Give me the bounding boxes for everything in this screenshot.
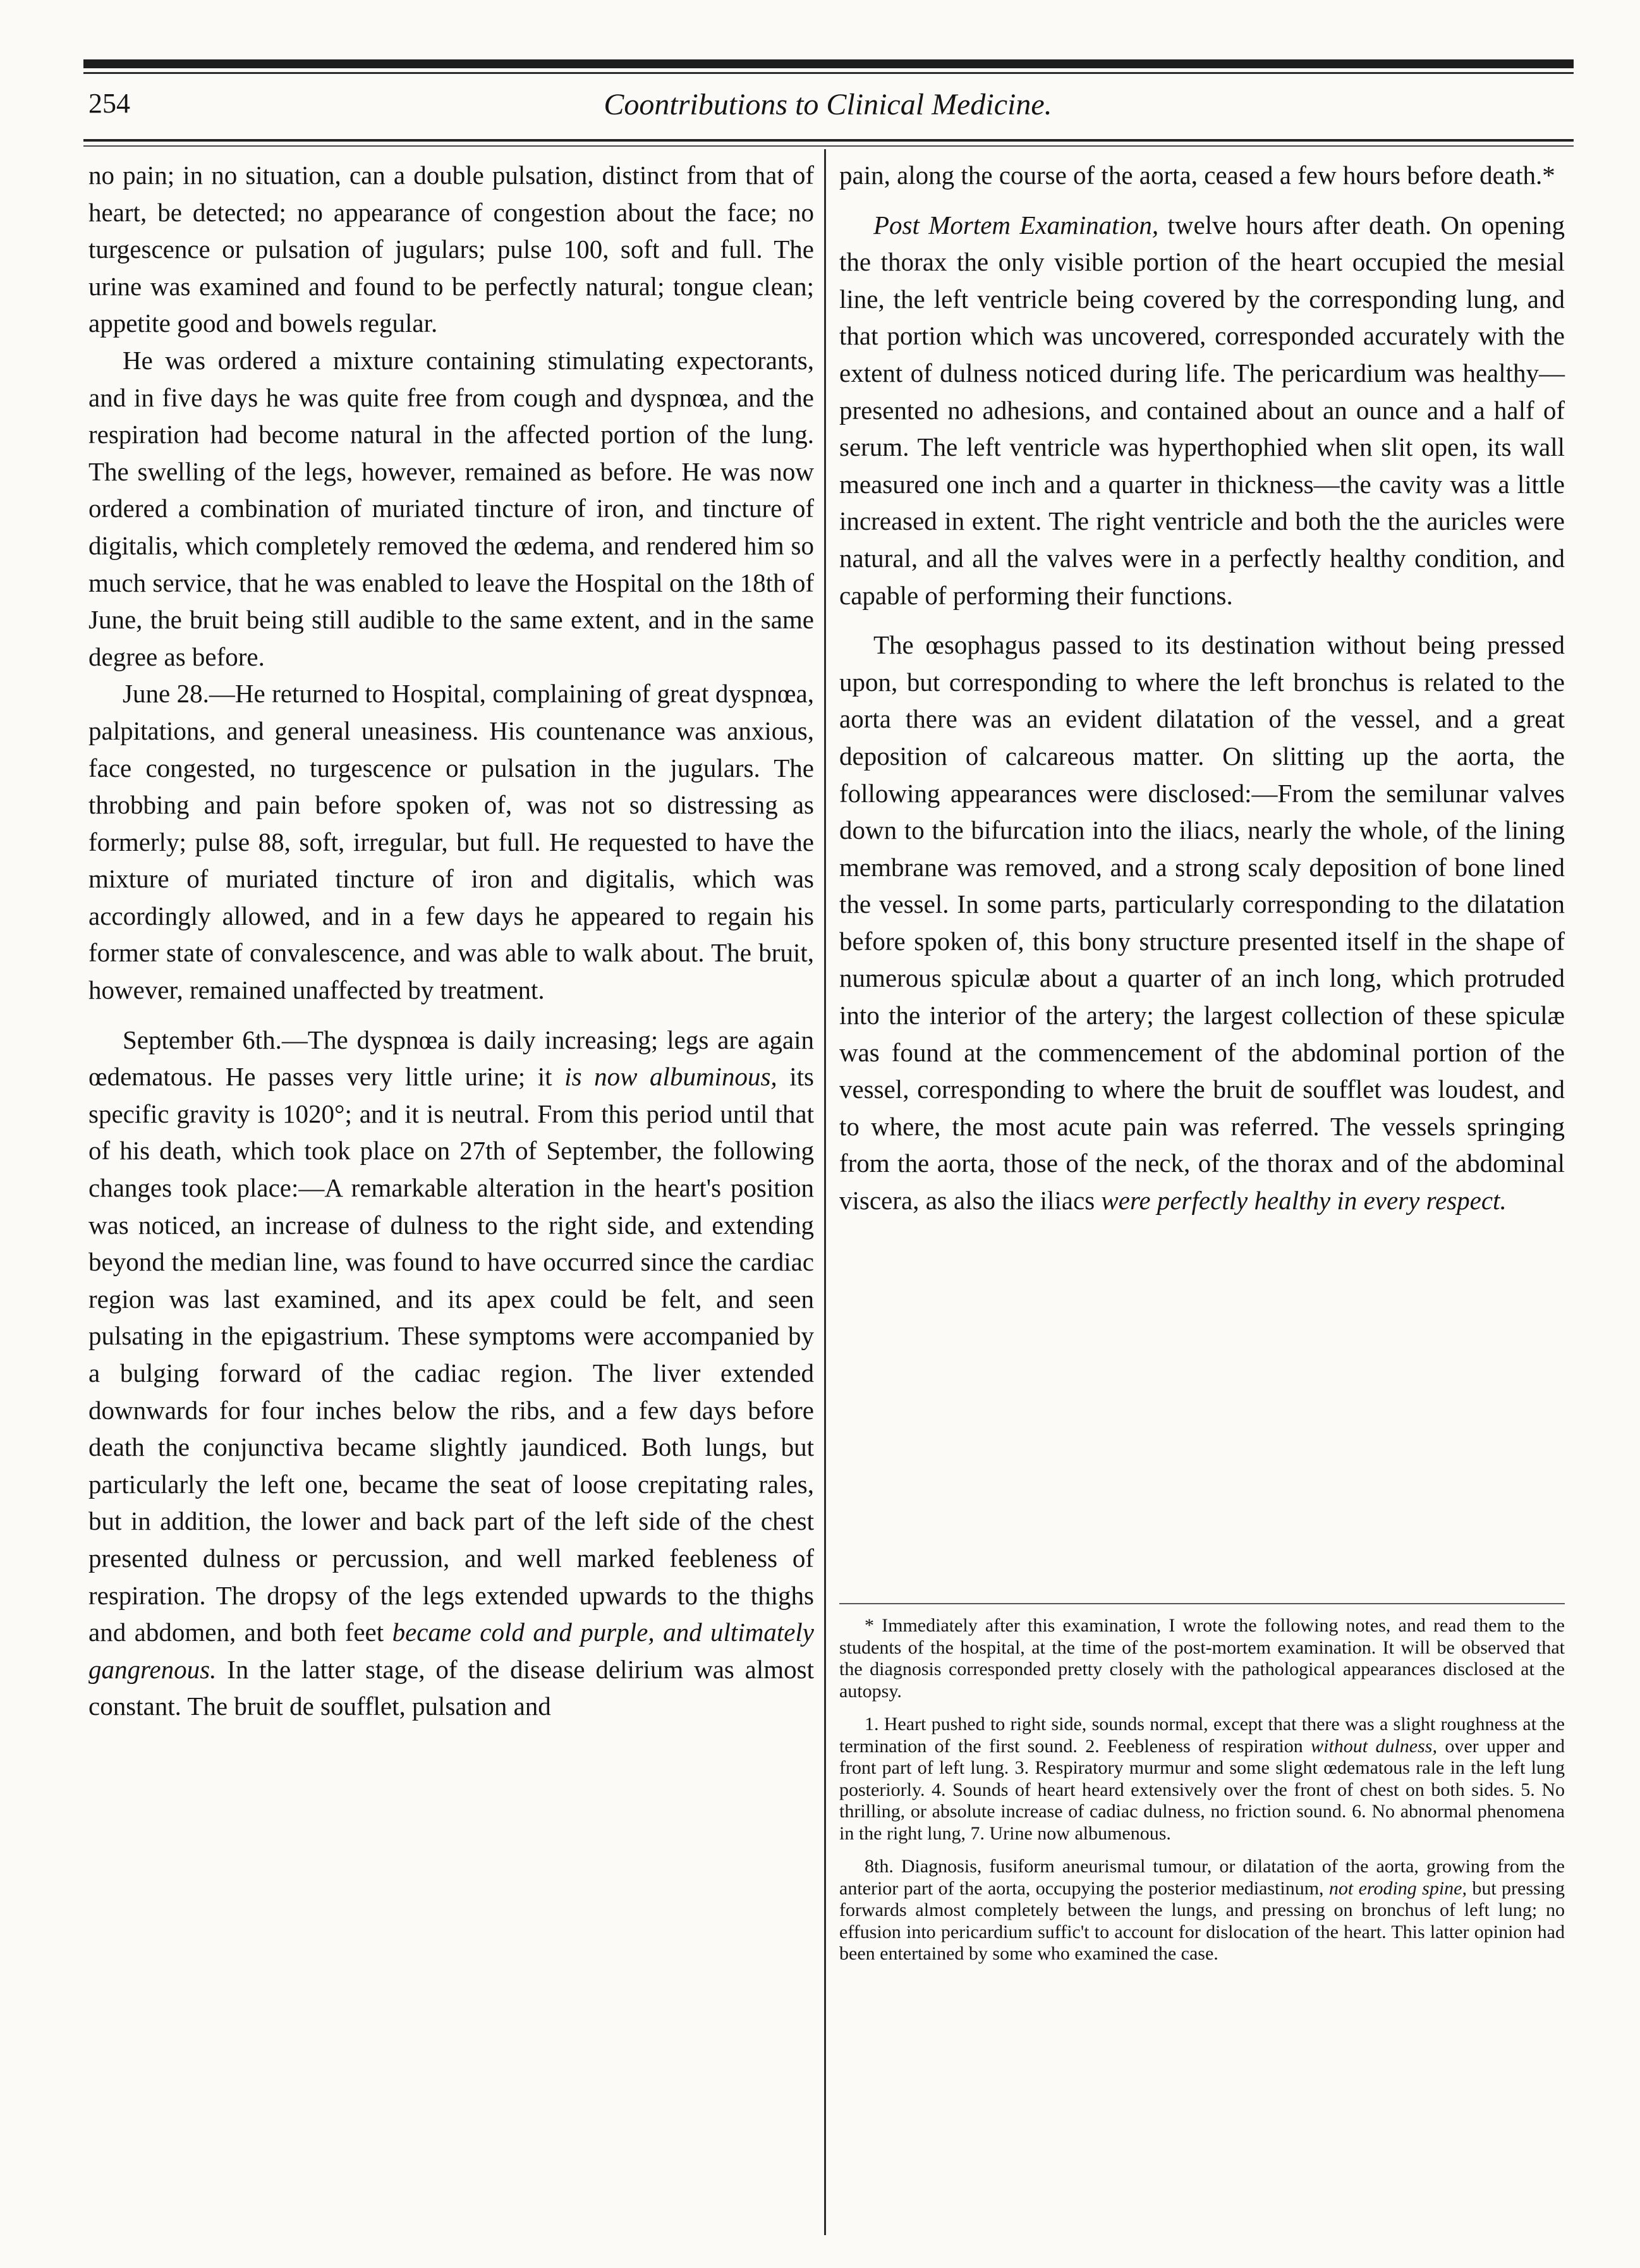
right-paragraph-2 bbox=[839, 207, 1565, 614]
left-paragraph-4 bbox=[88, 1021, 814, 1725]
fn3-emphasis: not eroding spine, bbox=[1328, 1877, 1467, 1899]
footnote-paragraph-2 bbox=[839, 1714, 1565, 1844]
left-p4-emphasis-b: became cold and purple, and ultimately gangrenous. bbox=[88, 1618, 814, 1684]
post-mortem-heading: Post Mortem Examination, bbox=[873, 210, 1159, 240]
left-paragraph-2: He was ordered a mixture containing stimulating expectorants, and in five days he was quite free from cough and dyspnœa, and the respiration had become natural in the affected portion of the lung. The swelling of the legs, however, remained as before. He was now ordered a combination of muriated tincture of iron, and tincture of digitalis, which completely removed the œdema, and rendered him so much service, that he was enabled to leave the Hospital on the 18th of June, the bruit being still audible to the same extent, and in the same degree as before. bbox=[88, 345, 814, 671]
left-paragraph-1: no pain; in no situation, can a double pulsation, distinct from that of heart, be detected; no appearance of congestion about the face; no turgescence or pulsation of jugulars; pulse 100, soft and full. The urine was examined and found to be perfectly natural; tongue clean; appetite good and bowels regular. bbox=[88, 161, 814, 338]
page-number: 254 bbox=[88, 88, 130, 119]
footnote-paragraph-1: * Immediately after this examination, I wrote the following notes, and read them to the students of the hospital, at the time of the post-mortem examination. It will be observed that the diagnosis corresponded pretty closely with the pathological appearances disclosed at the autopsy. bbox=[839, 1615, 1565, 1702]
column-divider bbox=[824, 149, 826, 2235]
fn2-text-a: 1. Heart pushed to right side, sounds normal, except that there was a slight roughness at the termination of the first sound. 2. Feebleness of respiration bbox=[839, 1714, 1565, 1757]
fn2-text-b: over upper and front part of left lung. 3. Respiratory murmur and some slight œdematous rale in the left lung posteriorly. 4. Sounds of heart heard extensively over the front of chest on both sides. 5. No thrilling, or absolute increase of cadiac dulness, no friction sound. 6. No abnormal phenomena in the right lung, 7. Urine now albumenous. bbox=[839, 1735, 1565, 1844]
left-p4-text-a: September 6th.—The dyspnœa is daily increasing; legs are again œdematous. He passes very little urine; it bbox=[88, 1025, 814, 1092]
top-border-thin-rule bbox=[83, 72, 1574, 74]
left-p4-emphasis-a: is now albuminous, bbox=[564, 1062, 777, 1092]
footnote-rule bbox=[839, 1603, 1565, 1604]
left-p4-text-b: its specific gravity is 1020°; and it is neutral. From this period until that of his death, which took place on 27th of September, the following changes took place:—A remarkable alteration in the heart's position was noticed, an increase of dulness to the right side, and extending beyond the median line, was found to have occurred since the cardiac region was last examined, and its apex could be felt, and seen pulsating in the epigastrium. These symptoms were accompanied by a bulging forward of the cadiac region. The liver extended downwards for four inches below the ribs, and a few days before death the conjunctiva became slightly jaundiced. Both lungs, but particularly the left one, became the seat of loose crepitating rales, but in addition, the lower and back part of the left side of the chest presented dulness or percussion, and well marked feebleness of respiration. The dropsy of the legs extended upwards to the thighs and abdomen, and both feet bbox=[88, 1062, 814, 1647]
running-title: Coontributions to Clinical Medicine. bbox=[604, 88, 1052, 121]
left-p4-text-c: In the latter stage, of the disease delirium was almost constant. The bruit de soufflet, pulsation and bbox=[88, 1654, 814, 1721]
right-p3-text: The œsophagus passed to its destination without being pressed upon, but corresponding to where the left bronchus is related to the aorta there was an evident dilatation of the vessel, and a great deposition of calcareous matter. On slitting up the aorta, the following appearances were disclosed:—From the semilunar valves down to the bifurcation into the iliacs, nearly the whole, of the lining membrane was removed, and a strong scaly deposition of bone lined the vessel. In some parts, particularly corresponding to the dilatation before spoken of, this bony structure presented itself in the shape of numerous spiculæ about a quarter of an inch long, which protruded into the interior of the artery; the largest collection of these spiculæ was found at the commencement of the abdominal portion of the vessel, corresponding to where the bruit de soufflet was loudest, and to where, the most acute pain was referred. The vessels springing from the aorta, those of the neck, of the thorax and of the abdominal viscera, as also the iliacs bbox=[839, 630, 1565, 1216]
footnote-paragraph-3 bbox=[839, 1856, 1565, 1965]
header-rule-thin bbox=[83, 145, 1574, 147]
fn2-emphasis: without dulness, bbox=[1311, 1735, 1437, 1757]
right-column bbox=[839, 157, 1565, 1219]
right-paragraph-1: pain, along the course of the aorta, ceased a few hours before death.* bbox=[839, 161, 1555, 190]
right-p3-emphasis: were perfectly healthy in every respect. bbox=[1101, 1186, 1507, 1216]
top-border-rule bbox=[83, 59, 1574, 68]
header-rule bbox=[83, 139, 1574, 142]
page-header bbox=[88, 87, 1567, 131]
right-paragraph-3 bbox=[839, 626, 1565, 1219]
fn3-text-a: 8th. Diagnosis, fusiform aneurismal tumour, or dilatation of the aorta, growing from the anterior part of the aorta, occupying the posterior mediastinum, bbox=[839, 1856, 1565, 1899]
fn3-text-b: but pressing forwards almost completely between the lungs, and pressing on bronchus of left lung; no effusion into pericardium suffic't to account for dislocation of the heart. This latter opinion had been entertained by some who examined the case. bbox=[839, 1877, 1565, 1964]
left-column bbox=[88, 157, 814, 1725]
footnote bbox=[839, 1615, 1565, 1965]
left-paragraph-3: June 28.—He returned to Hospital, complaining of great dyspnœa, palpitations, and general uneasiness. His countenance was anxious, face congested, no turgescence or pulsation in the jugulars. The throbbing and pain before spoken of, was not so distressing as formerly; pulse 88, soft, irregular, but full. He requested to have the mixture of muriated tincture of iron and digitalis, which was accordingly allowed, and in a few days he appeared to regain his former state of convalescence, and was able to walk about. The bruit, however, remained unaffected by treatment. bbox=[88, 679, 814, 1005]
right-p2-text: twelve hours after death. On opening the thorax the only visible portion of the heart occupied the mesial line, the left ventricle being covered by the corresponding lung, and that portion which was uncovered, corresponded accurately with the extent of dulness noticed during life. The pericardium was healthy—presented no adhesions, and contained about an ounce and a half of serum. The left ventricle was hyperthophied when slit open, its wall measured one inch and a quarter in thickness—the cavity was a little increased in extent. The right ventricle and both the the auricles were natural, and all the valves were in a perfectly healthy condition, and capable of performing their functions. bbox=[839, 210, 1565, 610]
